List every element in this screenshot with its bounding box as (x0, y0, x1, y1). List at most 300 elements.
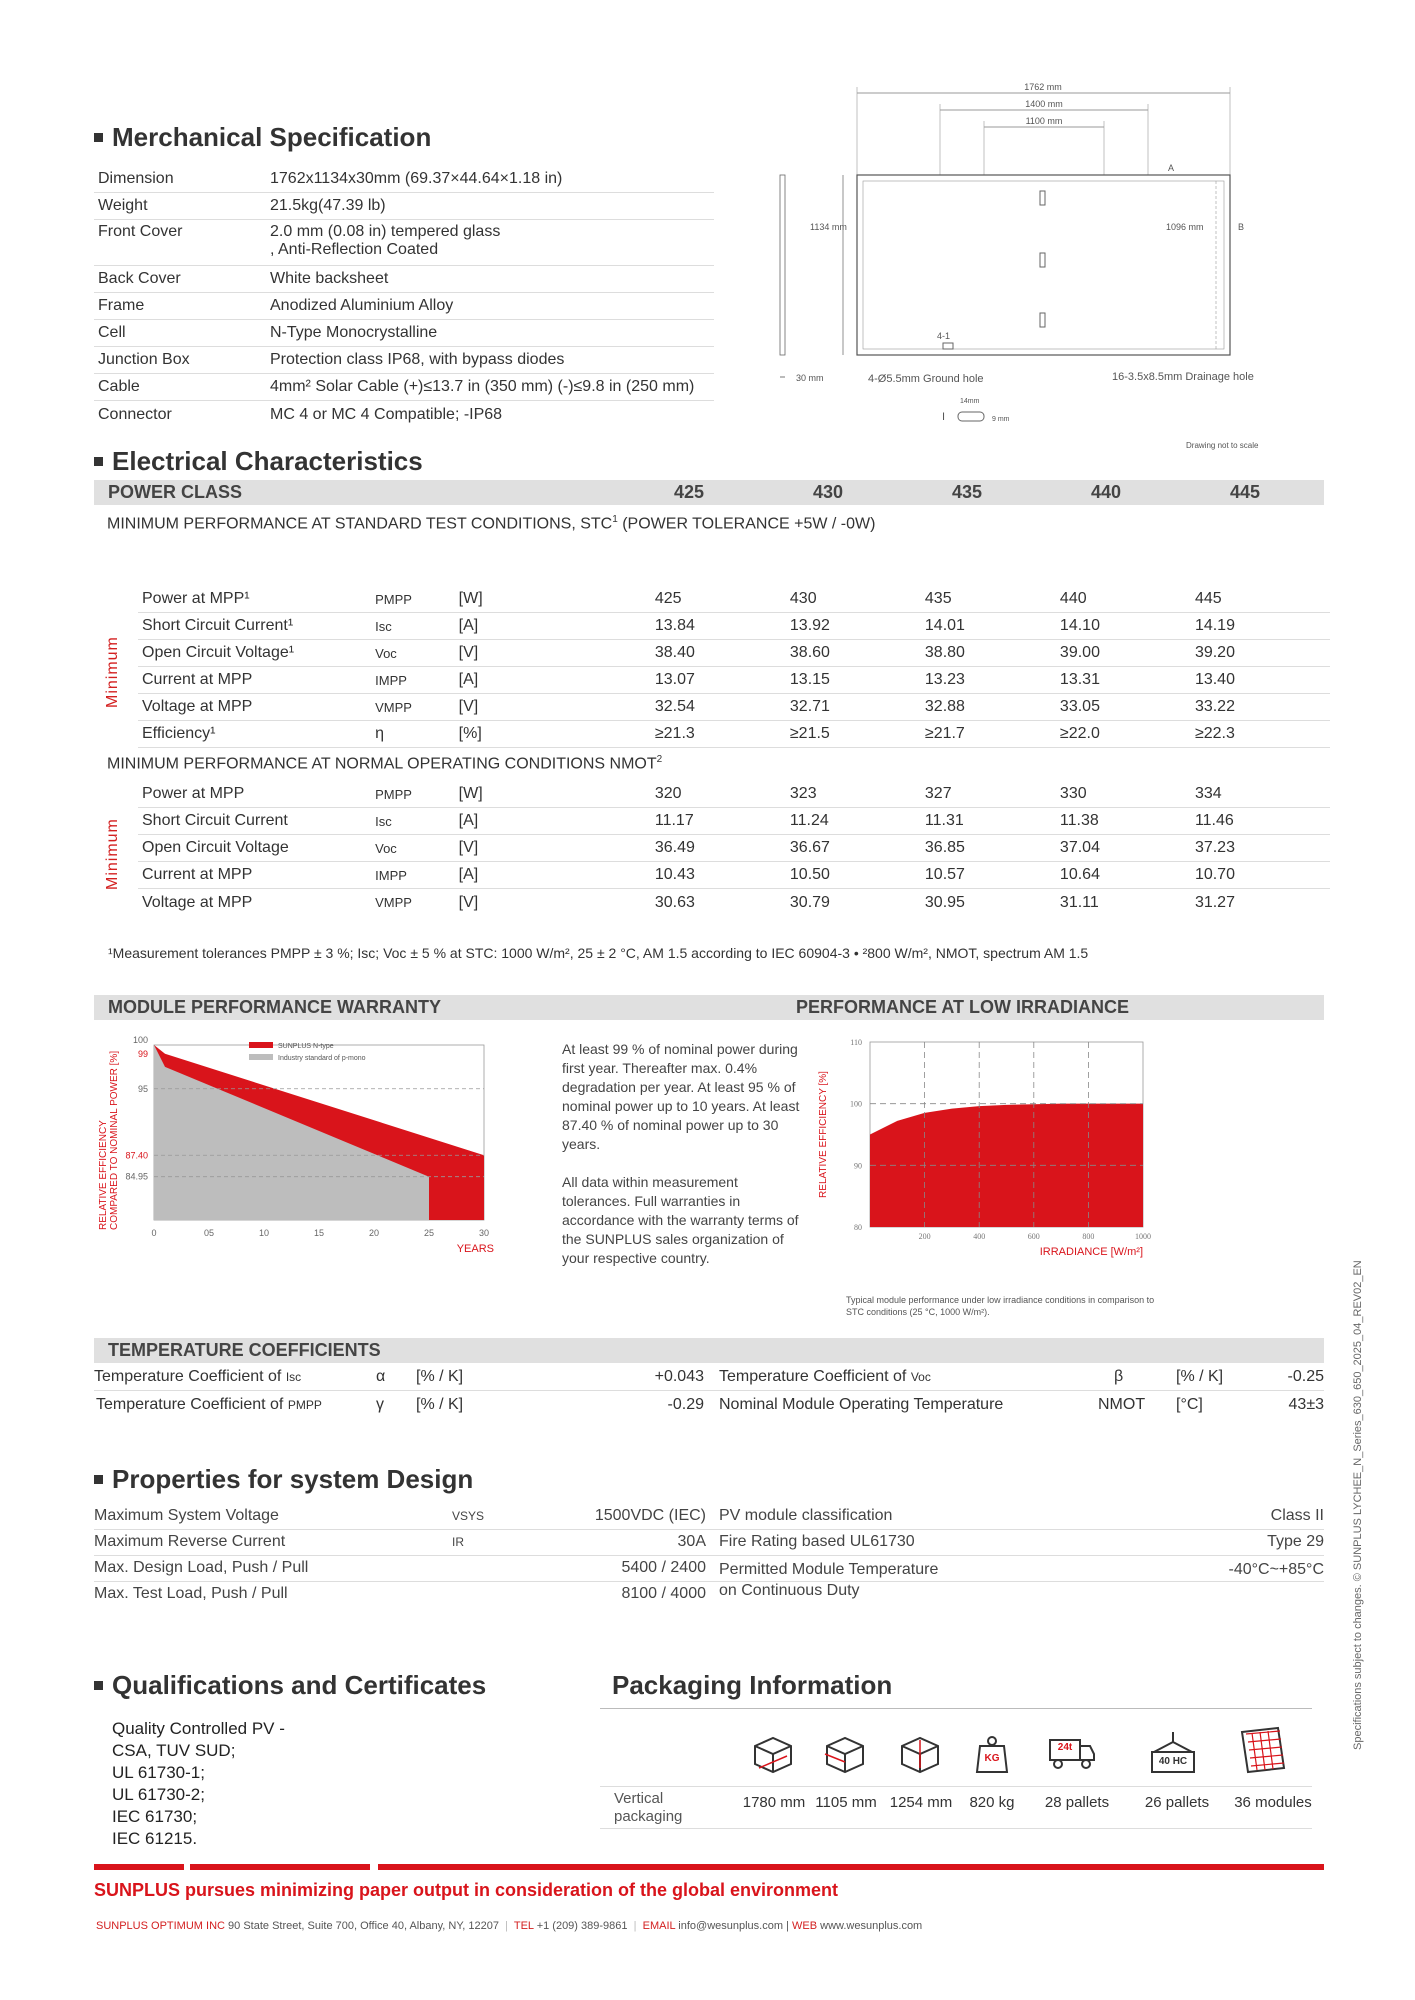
stc-table (138, 586, 1330, 748)
row-value: 37.04 (1059, 839, 1100, 856)
stc-row (138, 694, 1330, 721)
props-label: Maximum Reverse Current (94, 1533, 286, 1550)
row-unit: [V] (458, 893, 479, 911)
mech-key: Connector (98, 405, 172, 423)
props-title-text: Properties for system Design (112, 1464, 474, 1494)
row-label: Efficiency¹ (142, 725, 216, 742)
row-value: ≥22.3 (1194, 725, 1235, 742)
temp-symbol: α (376, 1368, 386, 1385)
pack-length-value: 1780 mm (742, 1794, 806, 1811)
footer-company: SUNPLUS OPTIMUM INC (96, 1920, 225, 1932)
row-unit: [A] (458, 812, 479, 829)
y-axis-label-line: COMPARED TO NOMINAL POWER [%] (109, 1050, 120, 1230)
mech-value: Anodized Aluminium Alloy (270, 297, 454, 314)
row-value: 13.23 (924, 671, 965, 688)
props-row (94, 1504, 1324, 1530)
row-label: Power at MPP (142, 785, 245, 802)
row-symbol: PMPP (375, 786, 412, 802)
row-value: 10.50 (789, 866, 830, 883)
props-value: 5400 / 2400 (621, 1559, 706, 1576)
row-label: Short Circuit Current (142, 812, 288, 829)
row-value: 10.43 (654, 866, 695, 883)
row-value: 39.20 (1194, 644, 1235, 661)
stc-row (138, 640, 1330, 667)
charts-band (94, 995, 1324, 1020)
modules-stack-icon (1238, 1724, 1288, 1776)
x-tick-label: 20 (368, 1228, 380, 1238)
x-tick-label: 0 (151, 1228, 157, 1238)
section-b-label: B (1238, 222, 1245, 232)
props-row (94, 1556, 1324, 1582)
weight-icon (975, 1734, 1009, 1774)
warranty-text-1: At least 99 % of nominal power during first year. Thereafter max. 0.4% degradation per year. At least 95 % of nominal power up to 10 years. At least 87.40 % of nominal power up to 30 years. (562, 1041, 800, 1152)
minimum-label-nmot: Minimum (104, 818, 121, 890)
row-value: 39.00 (1059, 644, 1100, 661)
panel-outline (857, 175, 1230, 355)
mech-key: Cable (98, 378, 140, 395)
x-tick-label: 30 (478, 1228, 490, 1238)
temp-unit-2: [°C] (1176, 1395, 1203, 1413)
mech-title-text: Merchanical Specification (112, 122, 432, 152)
elec-title-text: Electrical Characteristics (112, 446, 423, 476)
props-value: 30A (677, 1533, 706, 1550)
temp-label-sub: PMPP (287, 1397, 322, 1412)
warranty-text (562, 1040, 802, 1268)
y-tick-label: 100 (850, 1099, 862, 1109)
mount-slot (1040, 253, 1045, 267)
mech-key: Front Cover (98, 223, 183, 240)
dim-1096: 1096 mm (1166, 222, 1204, 232)
x-axis-label: YEARS (456, 1243, 494, 1255)
minimum-label-stc: Minimum (104, 636, 121, 708)
row-value: 14.01 (924, 617, 965, 634)
row-value: 13.15 (789, 671, 830, 688)
box-length-icon (749, 1732, 799, 1776)
pack-truck-value: 28 pallets (1044, 1794, 1110, 1811)
bullet-square-icon (94, 457, 103, 466)
row-value: 440 (1059, 590, 1087, 607)
drawing-note: Drawing not to scale (1186, 441, 1259, 450)
footer-sep: | (786, 1920, 789, 1932)
temp-symbol-2: β (1114, 1368, 1124, 1385)
dim-14: 14mm (960, 398, 980, 405)
legend-label-sunplus: SUNPLUS N-type (278, 1043, 334, 1050)
row-value: 31.27 (1194, 893, 1235, 911)
row-symbol: VMPP (375, 699, 412, 715)
footer-contact (96, 1920, 922, 1932)
mech-row (94, 220, 714, 266)
slot-detail (958, 412, 984, 421)
row-value: 435 (924, 590, 952, 607)
row-value: 38.60 (789, 644, 830, 661)
footer-web[interactable]: www.wesunplus.com (820, 1920, 923, 1932)
temp-row (94, 1364, 1324, 1391)
row-unit: [A] (458, 866, 479, 883)
mech-value (270, 223, 714, 259)
row-value: 38.80 (924, 644, 965, 661)
temp-row (94, 1391, 1324, 1418)
props-label-2: Fire Rating based UL61730 (719, 1533, 915, 1550)
row-value: 30.79 (789, 893, 830, 911)
row-value: 13.31 (1059, 671, 1100, 688)
warranty-title: MODULE PERFORMANCE WARRANTY (108, 997, 441, 1017)
row-value: 320 (654, 785, 682, 802)
row-unit: [V] (458, 698, 479, 715)
row-label: Voltage at MPP (142, 698, 253, 715)
row-value: 11.38 (1059, 812, 1099, 829)
container-icon (1148, 1730, 1198, 1776)
module-drawing (760, 75, 1280, 455)
temp-label-2-text: Temperature Coefficient of (719, 1368, 911, 1385)
ground-hole (943, 343, 953, 349)
power-class-label: POWER CLASS (108, 482, 243, 502)
row-symbol: η (375, 725, 385, 742)
temp-value: +0.043 (654, 1368, 704, 1385)
props-value-2: Class II (1270, 1507, 1324, 1524)
temp-label (94, 1368, 301, 1386)
temp-value: -0.29 (667, 1395, 704, 1413)
stc-caption-sup: 1 (612, 514, 618, 525)
stc-row (138, 667, 1330, 694)
nmot-row (138, 808, 1330, 835)
x-tick-label: 05 (203, 1228, 215, 1238)
y-tick-label: 100 (132, 1035, 148, 1045)
qual-item: Quality Controlled PV - (112, 1719, 285, 1738)
props-row (94, 1582, 1324, 1608)
temp-label-2: Nominal Module Operating Temperature (719, 1395, 1004, 1413)
pack-container-value: 26 pallets (1144, 1794, 1210, 1811)
props-symbol: IR (452, 1535, 464, 1549)
temp-band (94, 1338, 1324, 1363)
props-label: Maximum System Voltage (94, 1507, 279, 1524)
stc-row (138, 586, 1330, 613)
footer-email-label: EMAIL (642, 1920, 676, 1932)
row-value: 32.71 (789, 698, 830, 715)
power-class-430: 430 (813, 482, 844, 502)
quals-list (112, 1718, 285, 1850)
row-value: 33.22 (1194, 698, 1235, 715)
mech-title (94, 122, 431, 153)
row-symbol: Voc (375, 840, 397, 856)
pack-width-value: 1105 mm (815, 1794, 877, 1811)
footer-bar-1 (94, 1864, 184, 1870)
footer-bar-3 (378, 1864, 1324, 1870)
temp-table (94, 1364, 1324, 1418)
legend-swatch-sunplus (249, 1042, 273, 1048)
box-height-icon (896, 1732, 946, 1776)
row-value: 11.31 (924, 812, 964, 829)
mech-row (94, 293, 714, 320)
x-tick-label: 10 (258, 1228, 270, 1238)
footer-web-label: WEB (792, 1920, 818, 1932)
row-unit: [V] (458, 644, 479, 661)
props-table (94, 1504, 1324, 1608)
legend-label-industry: Industry standard of p-mono (278, 1055, 366, 1062)
row-value: 13.92 (789, 617, 830, 634)
props-value: 8100 / 4000 (621, 1585, 706, 1602)
row-symbol: Isc (375, 813, 392, 829)
mech-value: Protection class IP68, with bypass diodes (270, 351, 565, 368)
temp-value-2: 43±3 (1288, 1395, 1324, 1413)
y-tick-label: 87.40 (125, 1150, 148, 1161)
mech-value-line1: 2.0 mm (0.08 in) tempered glass (270, 223, 501, 240)
pack-rule-top (600, 1708, 1312, 1709)
label-4-1: 4-1 (937, 331, 951, 341)
props-label: Max. Test Load, Push / Pull (94, 1585, 288, 1602)
row-value: 13.40 (1194, 671, 1235, 688)
quals-title (94, 1670, 486, 1701)
mech-key: Cell (98, 324, 126, 341)
row-value: ≥22.0 (1059, 725, 1100, 742)
box-width-icon (821, 1732, 871, 1776)
y-tick-label: 84.95 (125, 1171, 148, 1182)
y-tick-label: 90 (854, 1161, 862, 1171)
row-symbol: IMPP (375, 867, 407, 883)
row-value: 36.67 (789, 839, 830, 856)
row-label: Open Circuit Voltage (142, 839, 289, 856)
row-unit: [A] (458, 617, 479, 634)
mech-row (94, 266, 714, 293)
row-value: 36.49 (654, 839, 695, 856)
y-axis-label-line: RELATIVE EFFICIENCY (98, 1120, 109, 1230)
pack-rule-bottom (600, 1828, 1312, 1829)
footer-tel: +1 (209) 389-9861 (536, 1920, 628, 1932)
quals-title-text: Qualifications and Certificates (112, 1670, 487, 1700)
power-class-425: 425 (674, 482, 705, 502)
row-symbol: PMPP (375, 591, 412, 607)
mech-row (94, 401, 714, 428)
props-value: 1500VDC (IEC) (594, 1507, 706, 1524)
row-value: 32.54 (654, 698, 695, 715)
stc-caption-tail: (POWER TOLERANCE +5W / -0W) (617, 515, 876, 533)
side-view (780, 175, 785, 355)
row-value: 10.70 (1194, 866, 1235, 883)
mech-row (94, 374, 714, 401)
row-value: 32.88 (924, 698, 965, 715)
props-label: Max. Design Load, Push / Pull (94, 1559, 309, 1576)
temp-label-text: Temperature Coefficient of (94, 1368, 286, 1385)
footer-bar-2 (190, 1864, 370, 1870)
pack-height-value: 1254 mm (889, 1794, 953, 1811)
container-icon-text: 40 HC (1158, 1756, 1188, 1767)
detail-i-label: I (942, 411, 946, 423)
temp-label (96, 1396, 322, 1414)
row-value: 11.24 (789, 812, 829, 829)
temp-label-sub: Isc (285, 1370, 302, 1384)
dim-1100: 1100 mm (1025, 116, 1063, 126)
stc-row (138, 721, 1330, 748)
nmot-caption-text: MINIMUM PERFORMANCE AT NORMAL OPERATING CONDITIONS NMOT (107, 755, 657, 773)
row-value: 425 (654, 590, 682, 607)
row-value: 330 (1059, 785, 1087, 802)
row-value: ≥21.7 (924, 725, 965, 742)
row-value: 38.40 (654, 644, 695, 661)
dim-30: 30 mm (796, 373, 824, 383)
row-label: Power at MPP¹ (142, 590, 250, 607)
mech-row (94, 320, 714, 347)
x-tick-label: 200 (918, 1232, 931, 1241)
y-axis-label (98, 1051, 120, 1230)
row-value: 323 (789, 785, 817, 802)
dim-1134: 1134 mm (810, 222, 847, 232)
row-unit: [A] (458, 671, 479, 688)
x-axis-label: IRRADIANCE [W/m²] (1039, 1246, 1143, 1258)
props-value-2: -40°C~+85°C (1228, 1561, 1324, 1578)
row-value: 33.05 (1059, 698, 1100, 715)
row-value: 11.46 (1194, 812, 1234, 829)
stc-row (138, 613, 1330, 640)
props-label-2: on Continuous Duty (719, 1582, 860, 1599)
warranty-text-2: All data within measurement tolerances. Full warranties in accordance with the warranty terms of the SUNPLUS sales organization of your respective country. (562, 1174, 799, 1266)
nmot-row (138, 835, 1330, 862)
row-value: 327 (924, 785, 952, 802)
elec-title (94, 446, 423, 477)
row-value: 13.84 (654, 617, 695, 634)
temp-label-2 (719, 1368, 931, 1386)
row-unit: [W] (458, 785, 483, 802)
bullet-square-icon (94, 1475, 103, 1484)
temp-unit: [% / K] (416, 1368, 464, 1385)
row-label: Short Circuit Current¹ (142, 617, 294, 634)
temp-symbol-2: NMOT (1098, 1395, 1146, 1413)
row-symbol: VMPP (375, 895, 412, 910)
row-symbol: IMPP (375, 672, 407, 688)
nmot-caption-sup: 2 (656, 754, 663, 765)
mech-value-line2: , Anti-Reflection Coated (270, 241, 439, 258)
mech-value: 21.5kg(47.39 lb) (270, 197, 386, 214)
mech-value: White backsheet (270, 270, 389, 287)
row-value: 14.10 (1059, 617, 1100, 634)
temp-unit-2: [% / K] (1176, 1368, 1224, 1385)
row-value: 13.07 (654, 671, 695, 688)
mech-table (94, 166, 714, 428)
row-unit: [%] (458, 725, 482, 742)
x-tick-label: 25 (423, 1228, 435, 1238)
mech-row (94, 347, 714, 374)
dim-9: 9 mm (992, 416, 1010, 423)
footer-sep: | (630, 1920, 640, 1932)
row-value: 31.11 (1059, 893, 1099, 911)
mech-key: Back Cover (98, 270, 181, 287)
props-row (94, 1530, 1324, 1556)
y-tick-label: 110 (850, 1038, 862, 1047)
nmot-table (138, 781, 1330, 916)
row-label: Open Circuit Voltage¹ (142, 644, 295, 661)
row-value: 10.64 (1059, 866, 1100, 883)
row-label: Voltage at MPP (142, 893, 253, 911)
mech-value: MC 4 or MC 4 Compatible; -IP68 (270, 405, 503, 423)
mech-value: N-Type Monocrystalline (270, 324, 438, 341)
mech-row (94, 193, 714, 220)
x-tick-label: 15 (313, 1228, 325, 1238)
elec-footnote: ¹Measurement tolerances PMPP ± 3 %; Isc; Voc ± 5 % at STC: 1000 W/m², 25 ± 2 °C, AM 1.5 according to IEC 60904-3 • ²800 W/m², NMOT, spectrum AM 1.5 (108, 945, 1089, 961)
y-tick-label: 80 (854, 1223, 862, 1232)
mech-key: Dimension (98, 170, 174, 187)
temp-symbol: γ (376, 1395, 384, 1413)
props-symbol: VSYS (452, 1509, 485, 1523)
footer-address: 90 State Street, Suite 700, Office 40, Albany, NY, 12207 (228, 1920, 499, 1932)
row-value: 430 (789, 590, 817, 607)
power-class-445: 445 (1230, 482, 1261, 502)
x-tick-label: 800 (1082, 1232, 1095, 1241)
nmot-caption (107, 754, 662, 773)
nmot-row (138, 862, 1330, 889)
pack-title: Packaging Information (612, 1670, 893, 1700)
mount-slot (1040, 191, 1045, 205)
mech-key: Junction Box (98, 351, 190, 368)
bullet-square-icon (94, 1681, 103, 1690)
bullet-square-icon (94, 133, 103, 142)
truck-icon (1048, 1736, 1096, 1772)
qual-item: IEC 61215. (112, 1829, 198, 1848)
mech-key: Frame (98, 297, 145, 314)
row-value: 14.19 (1194, 617, 1235, 634)
qual-item: UL 61730-2; (112, 1785, 205, 1804)
qual-item: UL 61730-1; (112, 1763, 205, 1782)
x-tick-label: 600 (1027, 1232, 1040, 1241)
container-icon-shape (1148, 1730, 1198, 1776)
side-note: Specifications subject to changes. © SUNPLUS LYCHEE_N_Series_630_650_2025_04_REV02_EN (1352, 1260, 1364, 1750)
mech-value: 4mm² Solar Cable (+)≤13.7 in (350 mm) (-)≤9.8 in (250 mm) (270, 378, 695, 395)
ground-hole-label: 4-Ø5.5mm Ground hole (868, 373, 984, 385)
y-tick-label: 99 (137, 1048, 148, 1059)
qual-item: IEC 61730; (112, 1807, 198, 1826)
row-value: 37.23 (1194, 839, 1235, 856)
row-symbol: Voc (375, 645, 397, 661)
stc-caption-text: MINIMUM PERFORMANCE AT STANDARD TEST CONDITIONS, STC (107, 515, 613, 533)
lowirr-title: PERFORMANCE AT LOW IRRADIANCE (796, 997, 1129, 1017)
footer-slogan: SUNPLUS pursues minimizing paper output in consideration of the global environment (94, 1880, 839, 1900)
section-a-label: A (1168, 163, 1175, 173)
legend-swatch-industry (249, 1054, 273, 1060)
nmot-row (138, 889, 1330, 916)
temp-title: TEMPERATURE COEFFICIENTS (108, 1340, 381, 1360)
qual-item: CSA, TUV SUD; (112, 1741, 236, 1760)
props-label-2: Permitted Module Temperature (719, 1561, 939, 1578)
mech-key: Weight (98, 197, 148, 214)
row-unit: [V] (458, 839, 479, 856)
row-value: 30.63 (654, 893, 695, 911)
mech-row (94, 166, 714, 193)
power-class-band (94, 480, 1324, 505)
warranty-chart (94, 1030, 514, 1275)
panel-inner-outline (863, 181, 1224, 349)
power-class-435: 435 (952, 482, 983, 502)
y-axis-label: RELATIVE EFFICIENCY [%] (818, 1071, 829, 1198)
stc-caption (107, 514, 875, 533)
row-value: 334 (1194, 785, 1222, 802)
row-symbol: Isc (375, 618, 392, 634)
y-tick-label: 95 (137, 1083, 148, 1094)
row-value: 36.85 (924, 839, 965, 856)
row-value: ≥21.5 (789, 725, 830, 742)
temp-label-text: Temperature Coefficient of (96, 1395, 288, 1413)
row-label: Current at MPP (142, 671, 253, 688)
lowirr-chart (808, 1030, 1158, 1270)
footer-email[interactable]: info@wesunplus.com (678, 1920, 784, 1932)
truck-icon-text: 24t (1057, 1742, 1073, 1753)
mech-value: 1762x1134x30mm (69.37×44.64×1.18 in) (270, 170, 563, 187)
props-label-2: PV module classification (719, 1507, 893, 1524)
pack-rule-mid (600, 1786, 1312, 1787)
row-value: 30.95 (924, 893, 965, 911)
row-value: 10.57 (924, 866, 965, 883)
temp-label-2-sub: Voc (910, 1370, 931, 1384)
nmot-row (138, 781, 1330, 808)
row-label: Current at MPP (142, 866, 253, 883)
pack-weight-value: 820 kg (969, 1794, 1015, 1811)
footer-sep: | (502, 1920, 511, 1932)
